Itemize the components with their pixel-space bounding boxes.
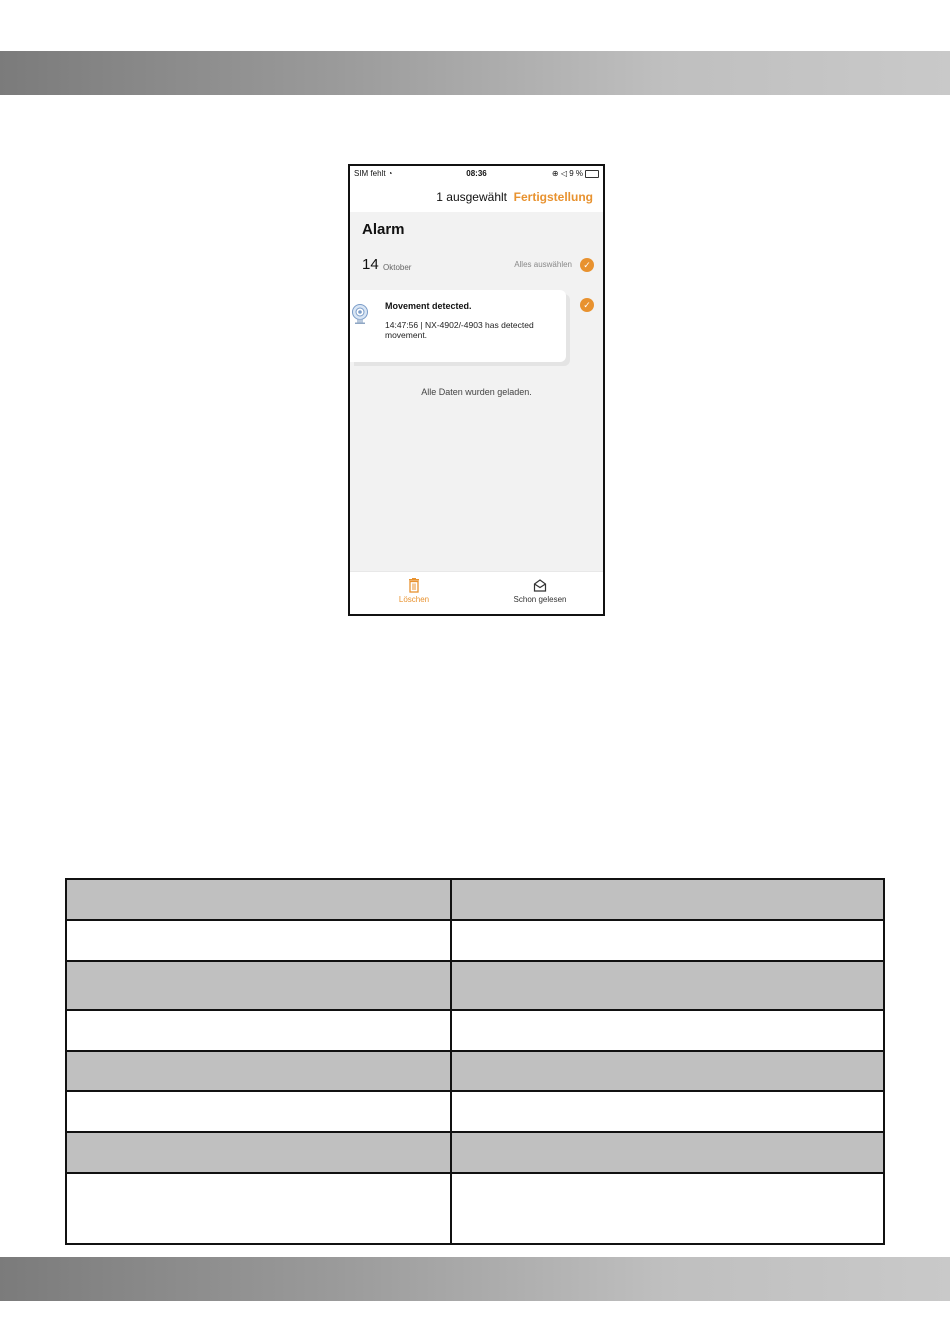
status-bar [350,166,603,182]
date-day: 14 [362,256,379,273]
bottom-toolbar [350,571,603,614]
column-divider [450,1174,452,1243]
status-indicators: ⊕ ◁ 9 % [551,169,583,178]
column-divider [450,962,452,1009]
item-check-icon[interactable]: ✓ [580,298,594,312]
clock-text: 08:36 [466,169,487,178]
footer-band [0,1257,950,1301]
table-row [67,1011,883,1052]
alarm-list-item[interactable] [350,290,566,362]
select-all-check-icon[interactable]: ✓ [580,258,594,272]
delete-label: Löschen [398,595,430,604]
envelope-open-icon [533,578,547,593]
mark-read-label: Schon gelesen [513,595,567,604]
column-divider [450,880,452,919]
delete-button[interactable] [364,578,464,604]
mark-read-button[interactable] [490,578,590,604]
page-title: Alarm [362,221,405,238]
done-button[interactable]: Fertigstellung [513,190,593,204]
phone-screenshot [348,164,605,616]
table-row [67,1133,883,1174]
table-row [67,880,883,921]
blank-table [65,878,885,1245]
column-divider [450,1052,452,1090]
loaded-message: Alle Daten wurden geladen. [421,387,532,397]
column-divider [450,1133,452,1172]
table-row [67,1092,883,1133]
column-divider [450,921,452,960]
carrier-text: SIM fehlt [354,169,386,178]
camera-icon [351,304,369,326]
table-row [67,1174,883,1243]
select-all-button[interactable]: Alles auswählen [514,260,572,269]
date-month: Oktober [383,263,412,272]
column-divider [450,1011,452,1050]
wifi-icon: ◔ [387,169,393,178]
nav-bar [350,182,603,212]
selection-count: 1 ausgewählt [436,190,507,204]
column-divider [450,1092,452,1131]
alert-detail: 14:47:56 | NX-4902/-4903 has detected movement. [385,320,534,340]
trash-icon [407,578,421,593]
header-band [0,51,950,95]
alert-title: Movement detected. [385,301,472,311]
table-row [67,921,883,962]
table-row [67,962,883,1011]
table-row [67,1052,883,1092]
battery-icon [585,170,599,178]
